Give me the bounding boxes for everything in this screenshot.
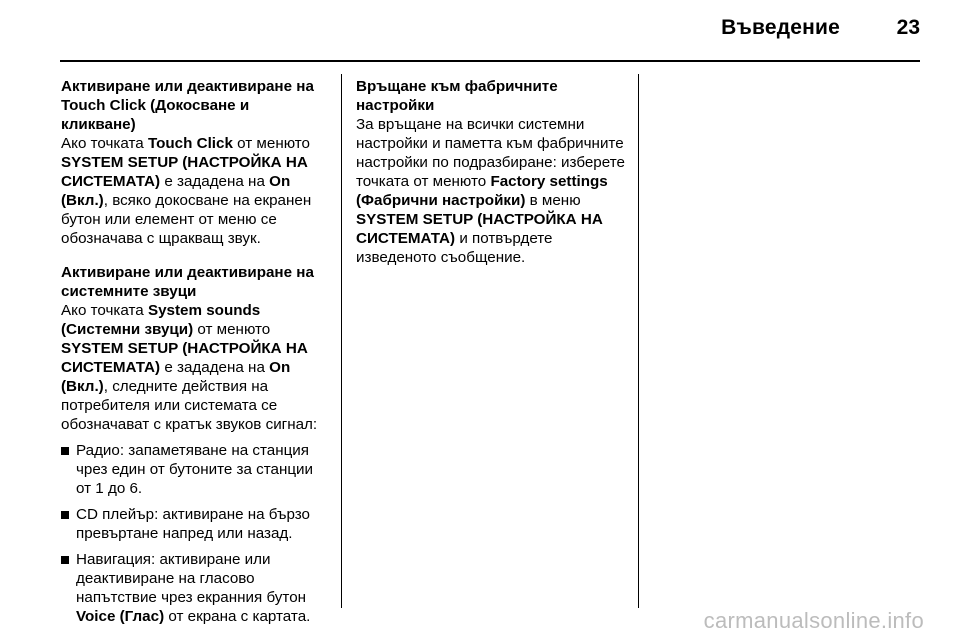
value-on: On (Вкл.) — [61, 173, 291, 209]
body-text: в меню — [525, 192, 581, 209]
body-text: е зададена на — [160, 359, 270, 376]
body-text: и потвърдете изведеното съобщение. — [356, 230, 553, 266]
middle-column — [356, 77, 626, 282]
watermark: carmanualsonline.info — [703, 608, 924, 633]
header-rule — [60, 60, 920, 62]
square-bullet-icon — [61, 447, 69, 455]
list-item — [61, 550, 327, 626]
left-column — [61, 77, 327, 641]
square-bullet-icon — [61, 511, 69, 519]
list-item — [61, 441, 327, 498]
section-heading-touch-click: Активиране или деактивиране на Touch Click (Докосване и кликване) — [61, 78, 314, 133]
square-bullet-icon — [61, 556, 69, 564]
menu-system-setup: SYSTEM SETUP (НАСТРОЙКА НА СИСТЕМАТА) — [61, 154, 308, 190]
body-text: е зададена на — [160, 173, 270, 190]
list-item-text: CD плейър: активиране на бързо превъртане напред или назад. — [76, 506, 311, 542]
body-text: , всяко докосване на екранен бутон или елемент от меню се обозначава с щракващ звук. — [61, 192, 312, 247]
body-text: За връщане на всички системни настройки и паметта към фабричните настройки по подразбиране: изберете точката от менюто — [356, 116, 625, 190]
column-divider — [341, 74, 342, 608]
body-text: от менюто — [232, 135, 310, 152]
section-system-sounds — [61, 263, 327, 626]
list-item-text: от екрана с картата. — [164, 608, 311, 625]
section-body-system-sounds — [61, 301, 327, 434]
section-heading-system-sounds: Активиране или деактивиране на системните звуци — [61, 264, 314, 300]
menu-item-factory-settings: Factory settings (Фабрични настройки) — [356, 173, 608, 209]
menu-item-system-sounds: System sounds (Системни звуци) — [61, 302, 261, 338]
section-factory-settings — [356, 77, 626, 267]
page-number: 23 — [896, 16, 920, 39]
page-title: Въведение — [721, 16, 840, 39]
button-voice: Voice (Глас) — [76, 608, 165, 625]
body-text: Ако точката — [61, 135, 148, 152]
section-body-factory-settings — [356, 115, 626, 267]
body-text: от менюто — [193, 321, 271, 338]
value-on: On (Вкл.) — [61, 359, 291, 395]
list-item-text: Навигация: активиране или деактивиране на гласово напътствие чрез екранния бутон — [76, 551, 307, 606]
section-body-touch-click — [61, 134, 327, 248]
section-heading-factory-settings: Връщане към фабричните настройки — [356, 78, 558, 114]
list-item-text: Радио: запаметяване на станция чрез един от бутоните за станции от 1 до 6. — [76, 442, 314, 497]
bullet-list — [61, 441, 327, 626]
menu-system-setup: SYSTEM SETUP (НАСТРОЙКА НА СИСТЕМАТА) — [61, 340, 308, 376]
body-text: , следните действия на потребителя или системата се обозначават с кратък звуков сигнал: — [61, 378, 318, 433]
list-item — [61, 505, 327, 543]
body-text: Ако точката — [61, 302, 148, 319]
menu-system-setup: SYSTEM SETUP (НАСТРОЙКА НА СИСТЕМАТА) — [356, 211, 603, 247]
column-divider — [638, 74, 639, 608]
section-touch-click — [61, 77, 327, 248]
menu-item-touch-click: Touch Click — [147, 135, 233, 152]
